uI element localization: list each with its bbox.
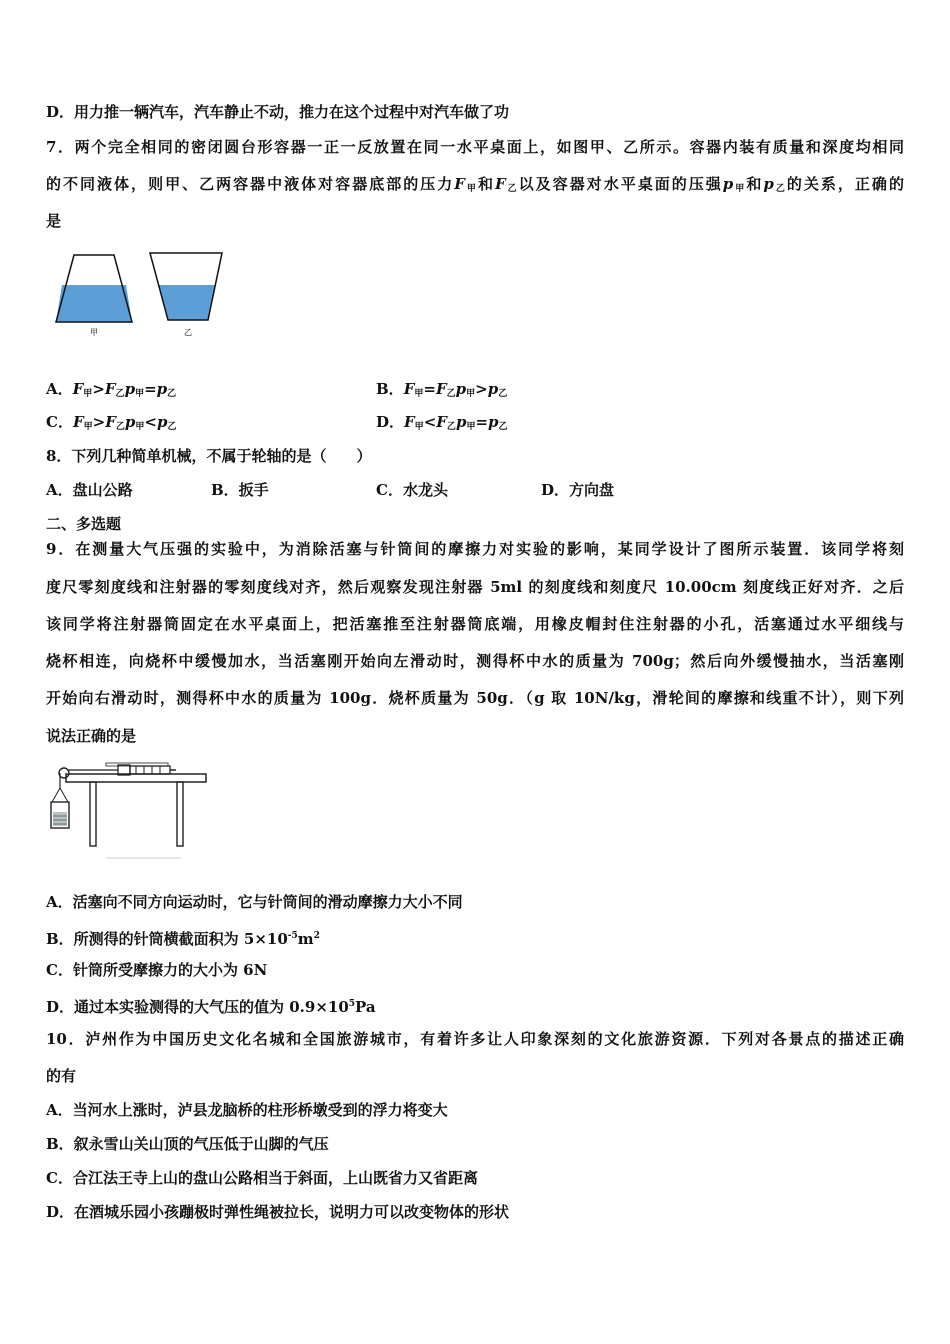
q10-stem-line1: 10．泸州作为中国历史文化名城和全国旅游城市，有着许多让人印象深刻的文化旅游资源．下列对各景点的描述正确: [46, 1030, 904, 1048]
q6-option-d: D．用力推一辆汽车，汽车静止不动，推力在这个过程中对汽车做了功: [46, 103, 510, 121]
q9-figure: [46, 760, 216, 862]
q8-option-b: B．扳手: [211, 481, 269, 499]
q8-option-c: C．水龙头: [376, 481, 448, 499]
q10-option-d: D．在酒城乐园小孩蹦极时弹性绳被拉长，说明力可以改变物体的形状: [46, 1203, 510, 1221]
q10-stem-line2: 的有: [46, 1067, 77, 1085]
q10-option-a: A．当河水上涨时，泸县龙脑桥的柱形桥墩受到的浮力将变大: [46, 1101, 448, 1119]
q9-stem-line4: 烧杯相连，向烧杯中缓慢加水，当活塞刚开始向左滑动时，测得杯中水的质量为 700g；然后向外缓慢抽水，当活塞刚: [46, 652, 904, 670]
q7-option-d: D．$F_甲<F_乙p_甲=p_乙$: [376, 413, 508, 432]
section-heading-multiple-choice: 二、多选题: [46, 515, 122, 533]
q9-stem-line1: 9．在测量大气压强的实验中，为消除活塞与针筒间的摩擦力对实验的影响，某同学设计了图所示装置．该同学将刻: [46, 540, 904, 558]
container-jia: [56, 255, 132, 322]
q9-option-a: A．活塞向不同方向运动时，它与针筒间的滑动摩擦力大小不同: [46, 893, 463, 911]
q8-option-d: D．方向盘: [541, 481, 615, 499]
container-yi: [150, 253, 222, 320]
q7-stem-line1: 7．两个完全相同的密闭圆台形容器一正一反放置在同一水平桌面上，如图甲、乙所示。容器内装有质量和深度均相同: [46, 138, 904, 156]
q10-option-b: B．叙永雪山关山顶的气压低于山脚的气压: [46, 1135, 329, 1153]
q7-option-b: B．$F_甲=F_乙p_甲>p_乙$: [376, 380, 508, 399]
q9-option-c: C．针筒所受摩擦力的大小为 6N: [46, 961, 268, 979]
q9-stem-line6: 说法正确的是: [46, 727, 137, 745]
q9-stem-line5: 开始向右滑动时，测得杯中水的质量为 100g．烧杯质量为 50g．（g 取 10N/kg，滑轮间的摩擦和线重不计），则下列: [46, 689, 904, 707]
q9-option-d: D．通过本实验测得的大气压的值为 $0.9\times 10^5Pa$: [46, 998, 376, 1016]
q7-option-c: C．$F_甲>F_乙p_甲<p_乙$: [46, 413, 177, 432]
q7-option-a: A．$F_甲>F_乙p_甲=p_乙$: [46, 380, 177, 399]
q7-stem-line3: 是: [46, 212, 62, 230]
q9-option-b: B．所测得的针筒横截面积为 $5\times 10^{-5}m^2$: [46, 930, 320, 948]
q8-stem: 8．下列几种简单机械，不属于轮轴的是（ ）: [46, 447, 372, 465]
q9-stem-line3: 该同学将注射器筒固定在水平桌面上，把活塞推至注射器筒底端，用橡皮帽封住注射器的小孔，活塞通过水平细线与: [46, 615, 904, 633]
q10-option-c: C．合江法王寺上山的盘山公路相当于斜面，上山既省力又省距离: [46, 1169, 478, 1187]
q7-stem-line2: 的不同液体，则甲、乙两容器中液体对容器底部的压力$F_甲$和$F_乙$以及容器对水平桌面的压强$p_甲$和$p_乙$的关系，正确的: [46, 175, 904, 194]
label-yi: 乙: [184, 328, 192, 337]
q7-figure: [52, 250, 232, 340]
liquid-jia: [56, 285, 132, 322]
label-jia: 甲: [90, 328, 98, 337]
q9-stem-line2: 度尺零刻度线和注射器的零刻度线对齐，然后观察发现注射器 5ml 的刻度线和刻度尺 10.00cm 刻度线正好对齐．之后: [46, 578, 904, 596]
q8-option-a: A．盘山公路: [46, 481, 133, 499]
liquid-yi: [159, 285, 215, 320]
